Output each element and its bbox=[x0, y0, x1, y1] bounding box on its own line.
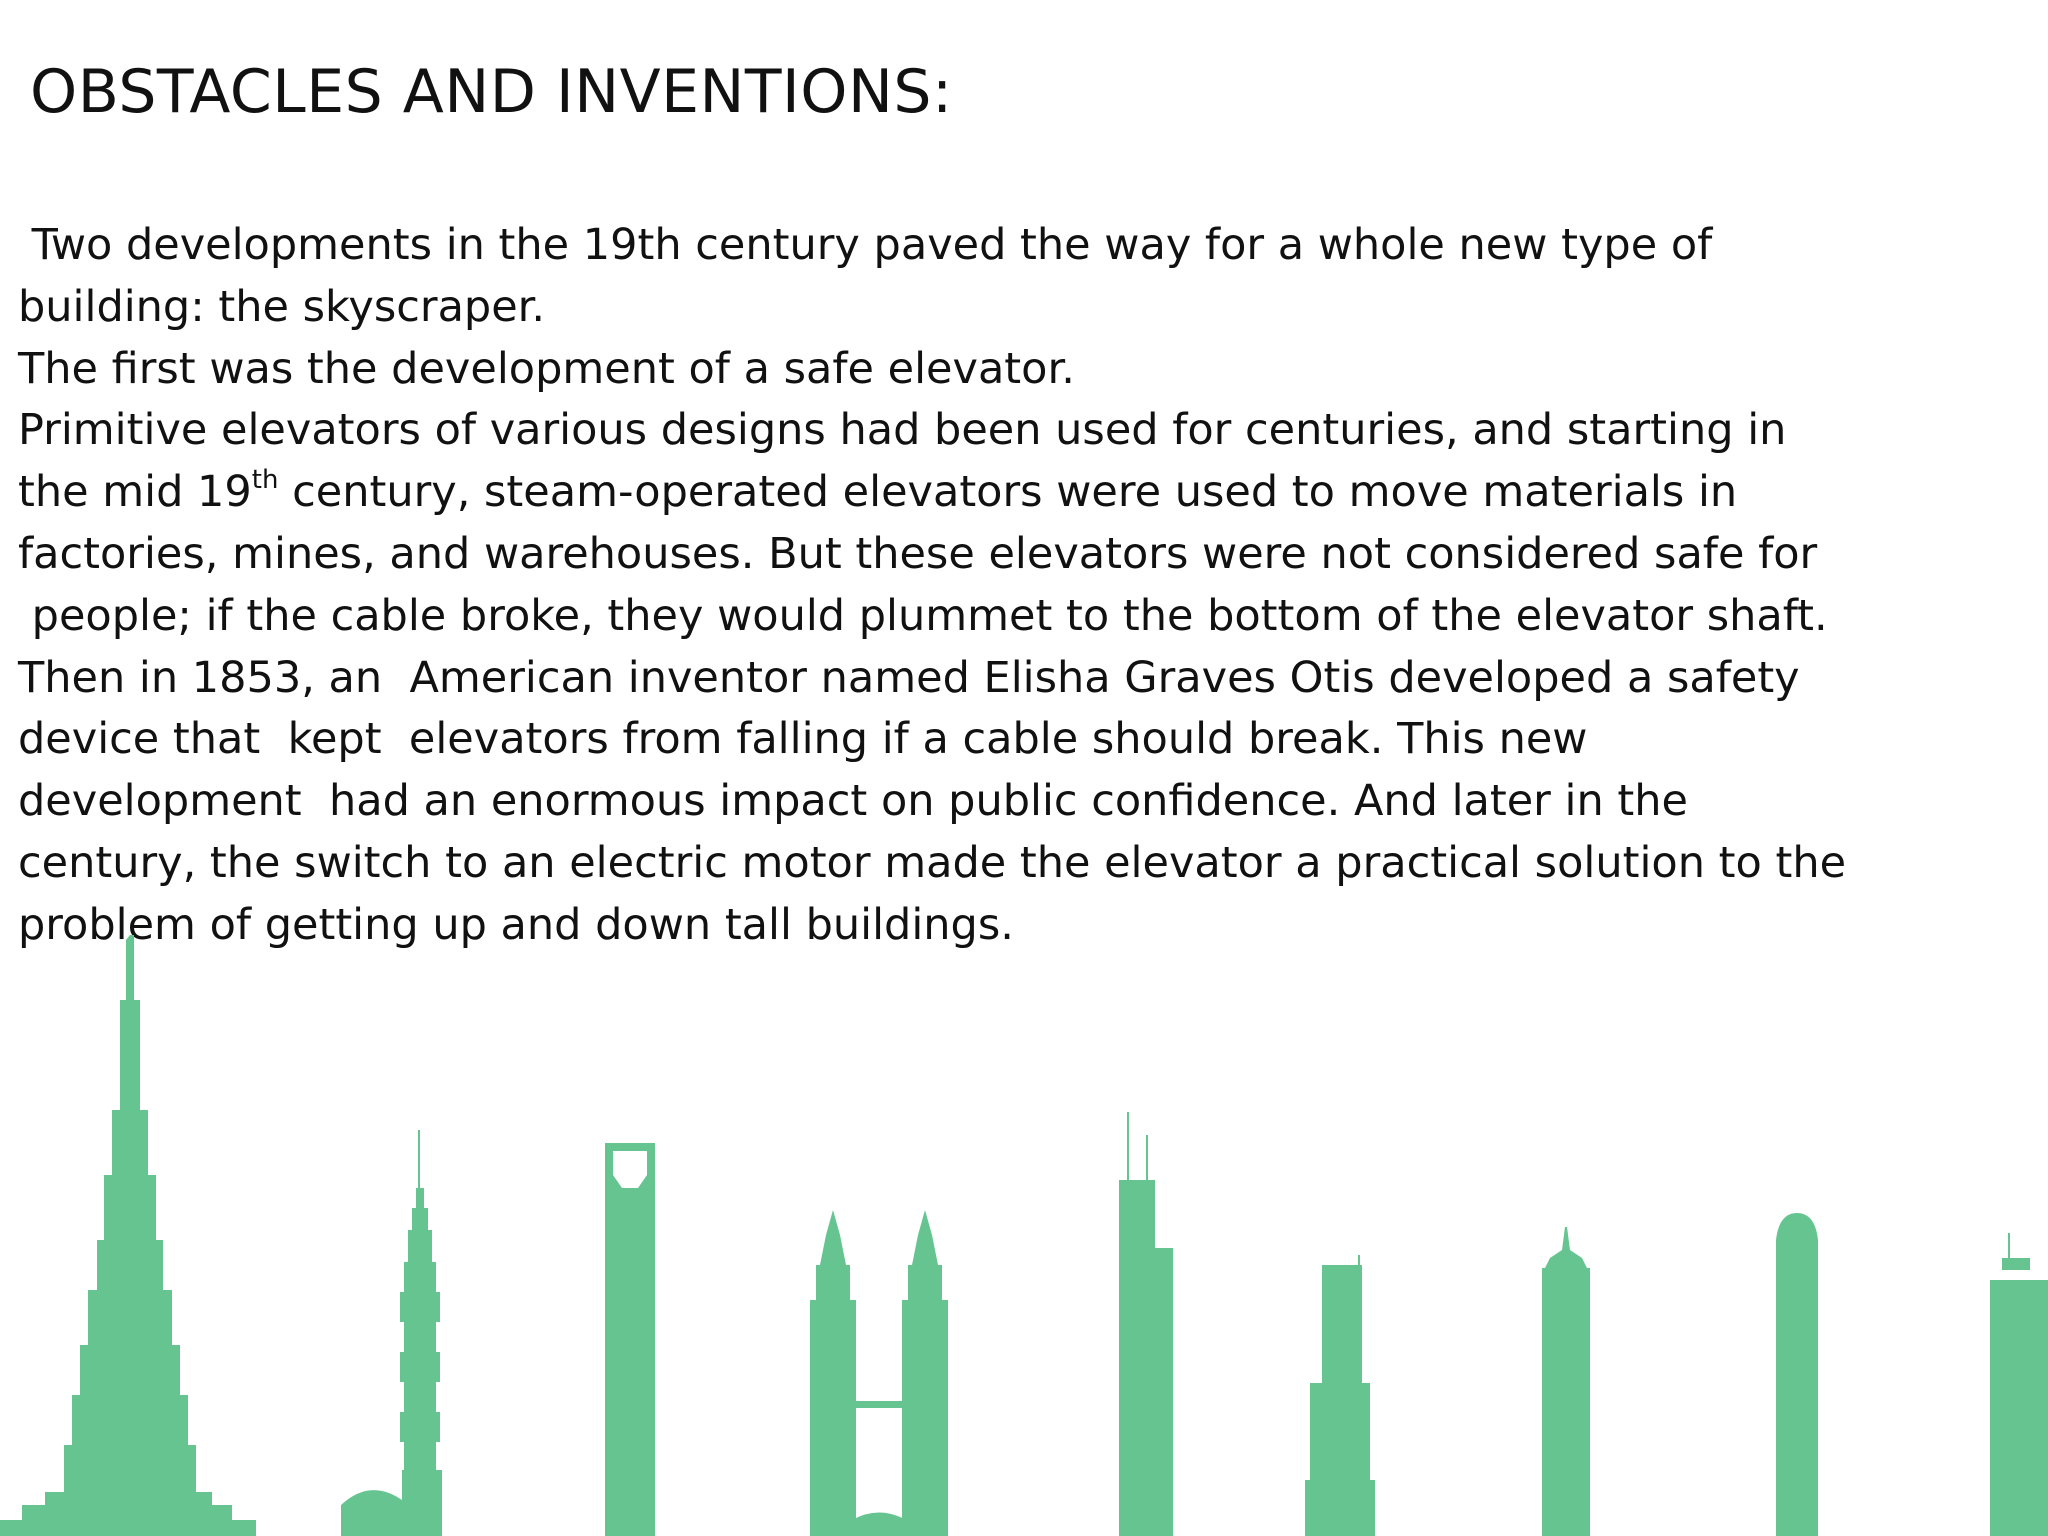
building-rounded-top-tower bbox=[1542, 1227, 1590, 1536]
building-edge-tower bbox=[1990, 1233, 2048, 1536]
building-tiered-spire-tower bbox=[0, 935, 256, 1536]
text-line: building: the skyscraper. bbox=[18, 281, 546, 332]
text-line: The first was the development of a safe elevator. bbox=[18, 343, 1075, 394]
text-line: Then in 1853, an American inventor named Elisha Graves Otis developed a safety bbox=[18, 652, 1800, 703]
ordinal-superscript: th bbox=[251, 465, 279, 496]
text-segment: the mid 19 bbox=[18, 467, 252, 518]
text-line: factories, mines, and warehouses. But these elevators were not considered safe for bbox=[18, 528, 1818, 579]
text-line: development had an enormous impact on public confidence. And later in the bbox=[18, 776, 1688, 827]
slide-title: OBSTACLES AND INVENTIONS: bbox=[30, 57, 953, 127]
text-line: century, the switch to an electric motor made the elevator a practical solution to the bbox=[18, 837, 1847, 888]
text-line: people; if the cable broke, they would plummet to the bottom of the elevator shaft. bbox=[18, 590, 1828, 641]
text-line: Primitive elevators of various designs had been used for centuries, and starting in bbox=[18, 405, 1787, 456]
text-line: device that kept elevators from falling if a cable should break. This new bbox=[18, 714, 1588, 765]
text-segment: century, steam-operated elevators were used to move materials in bbox=[278, 467, 1738, 518]
building-stepped-tower bbox=[1305, 1255, 1375, 1536]
skyline-illustration bbox=[0, 930, 2048, 1536]
text-line bbox=[18, 462, 2018, 524]
body-text bbox=[18, 215, 2018, 957]
text-line: Two developments in the 19th century paved the way for a whole new type of bbox=[18, 220, 1713, 270]
building-bottle-opener-tower bbox=[605, 1143, 655, 1536]
building-twin-towers bbox=[810, 1210, 948, 1536]
building-dome-top-tower bbox=[1776, 1213, 1818, 1536]
building-stepped-antenna-tower bbox=[1119, 1112, 1173, 1536]
building-pagoda-tower bbox=[341, 1130, 442, 1536]
text-line: problem of getting up and down tall buildings. bbox=[18, 899, 1014, 950]
